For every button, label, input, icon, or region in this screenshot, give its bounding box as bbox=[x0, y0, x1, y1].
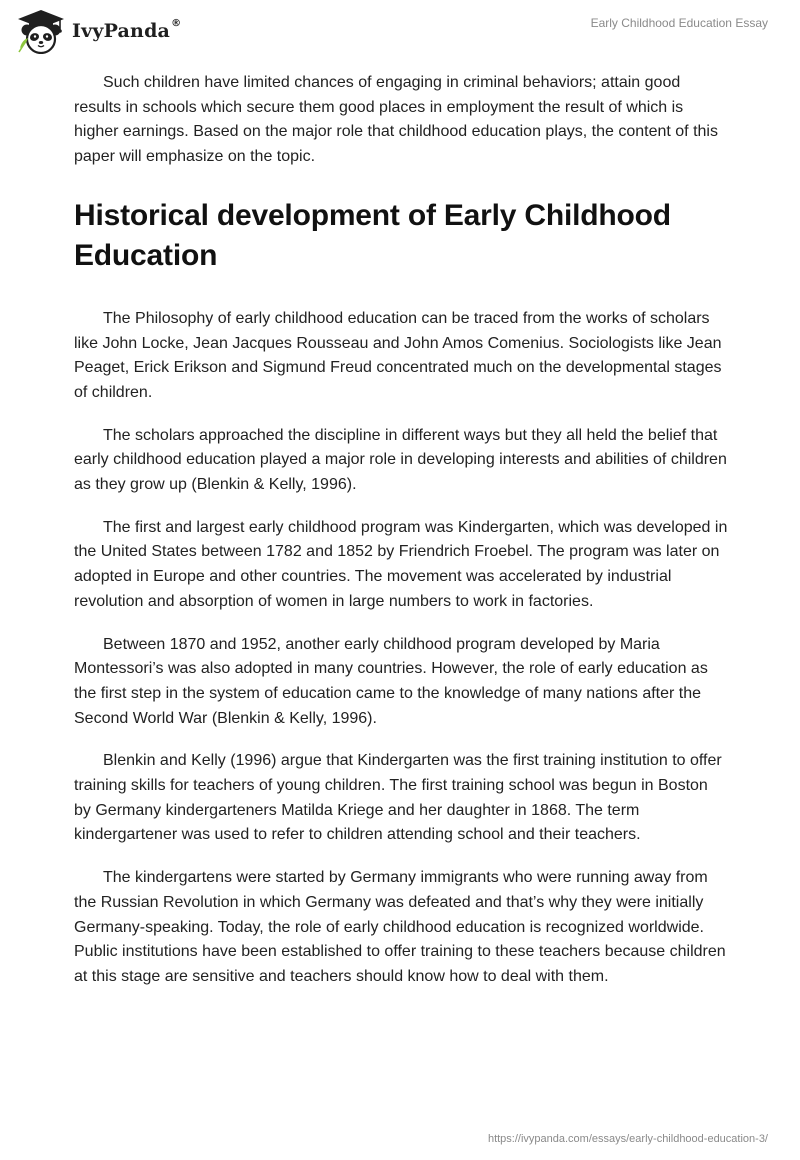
body-paragraph: Blenkin and Kelly (1996) argue that Kindergarten was the first training institution to offer training skills for teachers of young children. The first training school was begun in Boston by Germany kindergarteners Matilda Kriege and her daughter in 1868. The term kindergartener was used to refer to children attending school and their teachers. bbox=[74, 752, 722, 844]
source-url[interactable]: https://ivypanda.com/essays/early-childhood-education-3/ bbox=[487, 1133, 768, 1145]
brand-name bbox=[72, 20, 181, 42]
body-paragraph: The Philosophy of early childhood education can be traced from the works of scholars like John Locke, Jean Jacques Rousseau and John Amos Comenius. Sociologists like Jean Peaget, Erick Erikson and Sigmund Freud concentrated much on the developmental stages of children. bbox=[74, 309, 722, 401]
panda-graduate-icon bbox=[16, 8, 66, 54]
essay-content bbox=[74, 71, 729, 990]
body-paragraph: The kindergartens were started by Germany immigrants who were running away from the Russian Revolution in which Germany was defeated and that’s why they were initially Germany-speaking. Today, the role of early childhood education is recognized worldwide. Public institutions have been established to offer training to these teachers because children at this stage are sensitive and teachers should know how to deal with them. bbox=[74, 869, 726, 985]
registered-mark: ® bbox=[171, 18, 182, 29]
section-heading: Historical development of Early Childhood Education bbox=[74, 198, 671, 272]
document-title: Early Childhood Education Essay bbox=[590, 16, 768, 30]
body-paragraph: The scholars approached the discipline in different ways but they all held the belief that early childhood education played a major role in developing interests and abilities of children as they grow up (Blenkin & Kelly, 1996). bbox=[74, 426, 727, 494]
ivypanda-logo[interactable] bbox=[16, 8, 181, 54]
body-paragraph: Between 1870 and 1952, another early childhood program developed by Maria Montessori’s was also adopted in many countries. However, the role of early education as the first step in the system of education came to the knowledge of many nations after the Second World War (Blenkin & Kelly, 1996). bbox=[74, 635, 708, 727]
brand-text: IvyPanda bbox=[72, 20, 171, 42]
body-paragraph: The first and largest early childhood program was Kindergarten, which was developed in the United States between 1782 and 1852 by Friendrich Froebel. The program was later on adopted in Europe and other countries. The movement was accelerated by industrial revolution and absorption of women in large numbers to work in factories. bbox=[74, 518, 728, 610]
intro-paragraph: Such children have limited chances of engaging in criminal behaviors; attain good results in schools which secure them good places in employment the result of which is higher earnings. Based on the major role that childhood education plays, the content of this paper will emphasize on the topic. bbox=[74, 74, 718, 166]
page-header bbox=[0, 0, 800, 62]
